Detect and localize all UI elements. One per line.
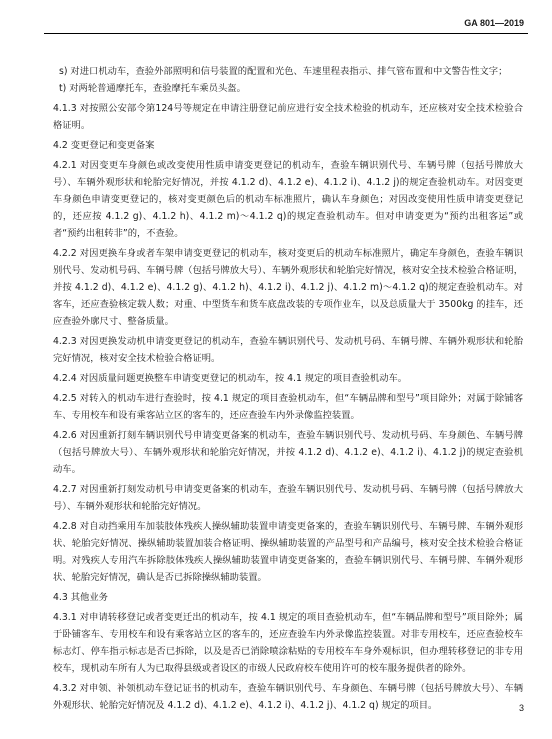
list-item-s: s) 对进口机动车，查验外部照明和信号装置的配置和光色、车速里程表指示、排气管布置和中文警告性文字；	[59, 66, 508, 77]
header-rule	[44, 33, 528, 34]
clause-4-2-3: 4.2.3 对因更换发动机申请变更登记的机动车，查验车辆识别代号、发动机号码、车辆号牌、车辆外观形状和轮胎完好情况，核对安全技术检验合格证明。	[53, 336, 523, 364]
clause-4-3-2: 4.3.2 对申领、补领机动车登记证书的机动车，查验车辆识别代号、车身颜色、车辆号牌（包括号牌放大号）、车辆外观形状、轮胎完好情况及 4.1.2 d)、4.1.2 e)、4.1.2 i)、4.1.2 j)、4.1.2 q) 规定的项目。	[53, 683, 523, 711]
clause-4-2-4: 4.2.4 对因质量问题更换整车申请变更登记的机动车，按 4.1 规定的项目查验机动车。	[53, 373, 408, 384]
clause-4-2-1: 4.2.1 对因变更车身颜色或改变使用性质申请变更登记的机动车，查验车辆识别代号、车辆号牌（包括号牌放大号）、车辆外观形状和轮胎完好情况，并按 4.1.2 d)、4.1.2 e)、4.1.2 i)、4.1.2 j)的规定查验机动车。对因变更车身颜色申请变更登记的，核对变更颜色后的机动车标准照片，确认车身颜色；对因改变使用性质申请变更登记的，还应按 4.1.2 g)、4.1.2 h)、4.1.2 m)～4.1.2 q)的规定查验机动车。但对申请变更为“预约出租客运”或者“预约出租转非”的，不查验。	[53, 160, 523, 239]
clause-4-2-6: 4.2.6 对因重新打刻车辆识别代号申请变更备案的机动车，查验车辆识别代号、发动机号码、车身颜色、车辆号牌（包括号牌放大号）、车辆外观形状和轮胎完好情况，并按 4.1.2 d)、4.1.2 e)、4.1.2 i)、4.1.2 j)的规定查验机动车。	[53, 430, 523, 475]
document-body	[53, 63, 523, 714]
clause-4-2-2: 4.2.2 对因更换车身或者车架申请变更登记的机动车，核对变更后的机动车标准照片，确定车身颜色，查验车辆识别代号、发动机号码、车辆号牌（包括号牌放大号）、车辆外观形状和轮胎完好情况，核对安全技术检验合格证明，并按 4.1.2 d)、4.1.2 e)、4.1.2 g)、4.1.2 h)、4.1.2 i)、4.1.2 j)、4.1.2 m)～4.1.2 q)的规定查验机动车。对客车，还应查验核定载人数；对重、中型货车和货车底盘改装的专项作业车，以及总质量大于 3500kg 的挂车，还应查验外廓尺寸、整备质量。	[53, 248, 523, 327]
clause-4-2-8: 4.2.8 对自动挡乘用车加装肢体残疾人操纵辅助装置申请变更备案的，查验车辆识别代号、车辆号牌、车辆外观形状、轮胎完好情况、操纵辅助装置加装合格证明、操纵辅助装置的产品型号和产品编号，核对安全技术检验合格证明。对残疾人专用汽车拆除肢体残疾人操纵辅助装置申请变更备案的，查验车辆识别代号、车辆号牌、车辆外观形状、轮胎完好情况，确认是否已拆除操纵辅助装置。	[53, 521, 523, 583]
page-number: 3	[518, 703, 524, 713]
list-item-t: t) 对两轮普通摩托车，查验摩托车乘员头盔。	[59, 83, 246, 94]
clause-4-3-1: 4.3.1 对申请转移登记或者变更迁出的机动车，按 4.1 规定的项目查验机动车，但“车辆品牌和型号”项目除外；属于卧铺客车、专用校车和设有乘客站立区的客车的，还应查验车内外录像监控装置。对非专用校车，还应查验校车标志灯、停车指示标志是否已拆除，以及是否已消除喷涂粘贴的专用校车车身外观标识，但办理转移登记的非专用校车，现机动车所有人为已取得县级或者设区的市级人民政府校车使用许可的校车服务提供者的除外。	[53, 612, 523, 674]
section-heading-4-3: 4.3 其他业务	[53, 592, 108, 603]
clause-4-2-5: 4.2.5 对转入的机动车进行查验时，按 4.1 规定的项目查验机动车，但“车辆品牌和型号”项目除外；对属于除铺客车、专用校车和设有乘客站立区的客车的，还应查验车内外录像监控装置。	[53, 393, 523, 421]
section-heading-4-2: 4.2 变更登记和变更备案	[53, 140, 155, 151]
clause-4-1-3: 4.1.3 对按照公安部令第124号等规定在申请注册登记前应进行安全技术检验的机动车，还应核对安全技术检验合格证明。	[53, 103, 523, 131]
standard-code: GA 801—2019	[464, 18, 524, 28]
clause-4-2-7: 4.2.7 对因重新打刻发动机号申请变更备案的机动车，查验车辆识别代号、发动机号码、车辆号牌（包括号牌放大号）、车辆外观形状和轮胎完好情况。	[53, 484, 523, 512]
